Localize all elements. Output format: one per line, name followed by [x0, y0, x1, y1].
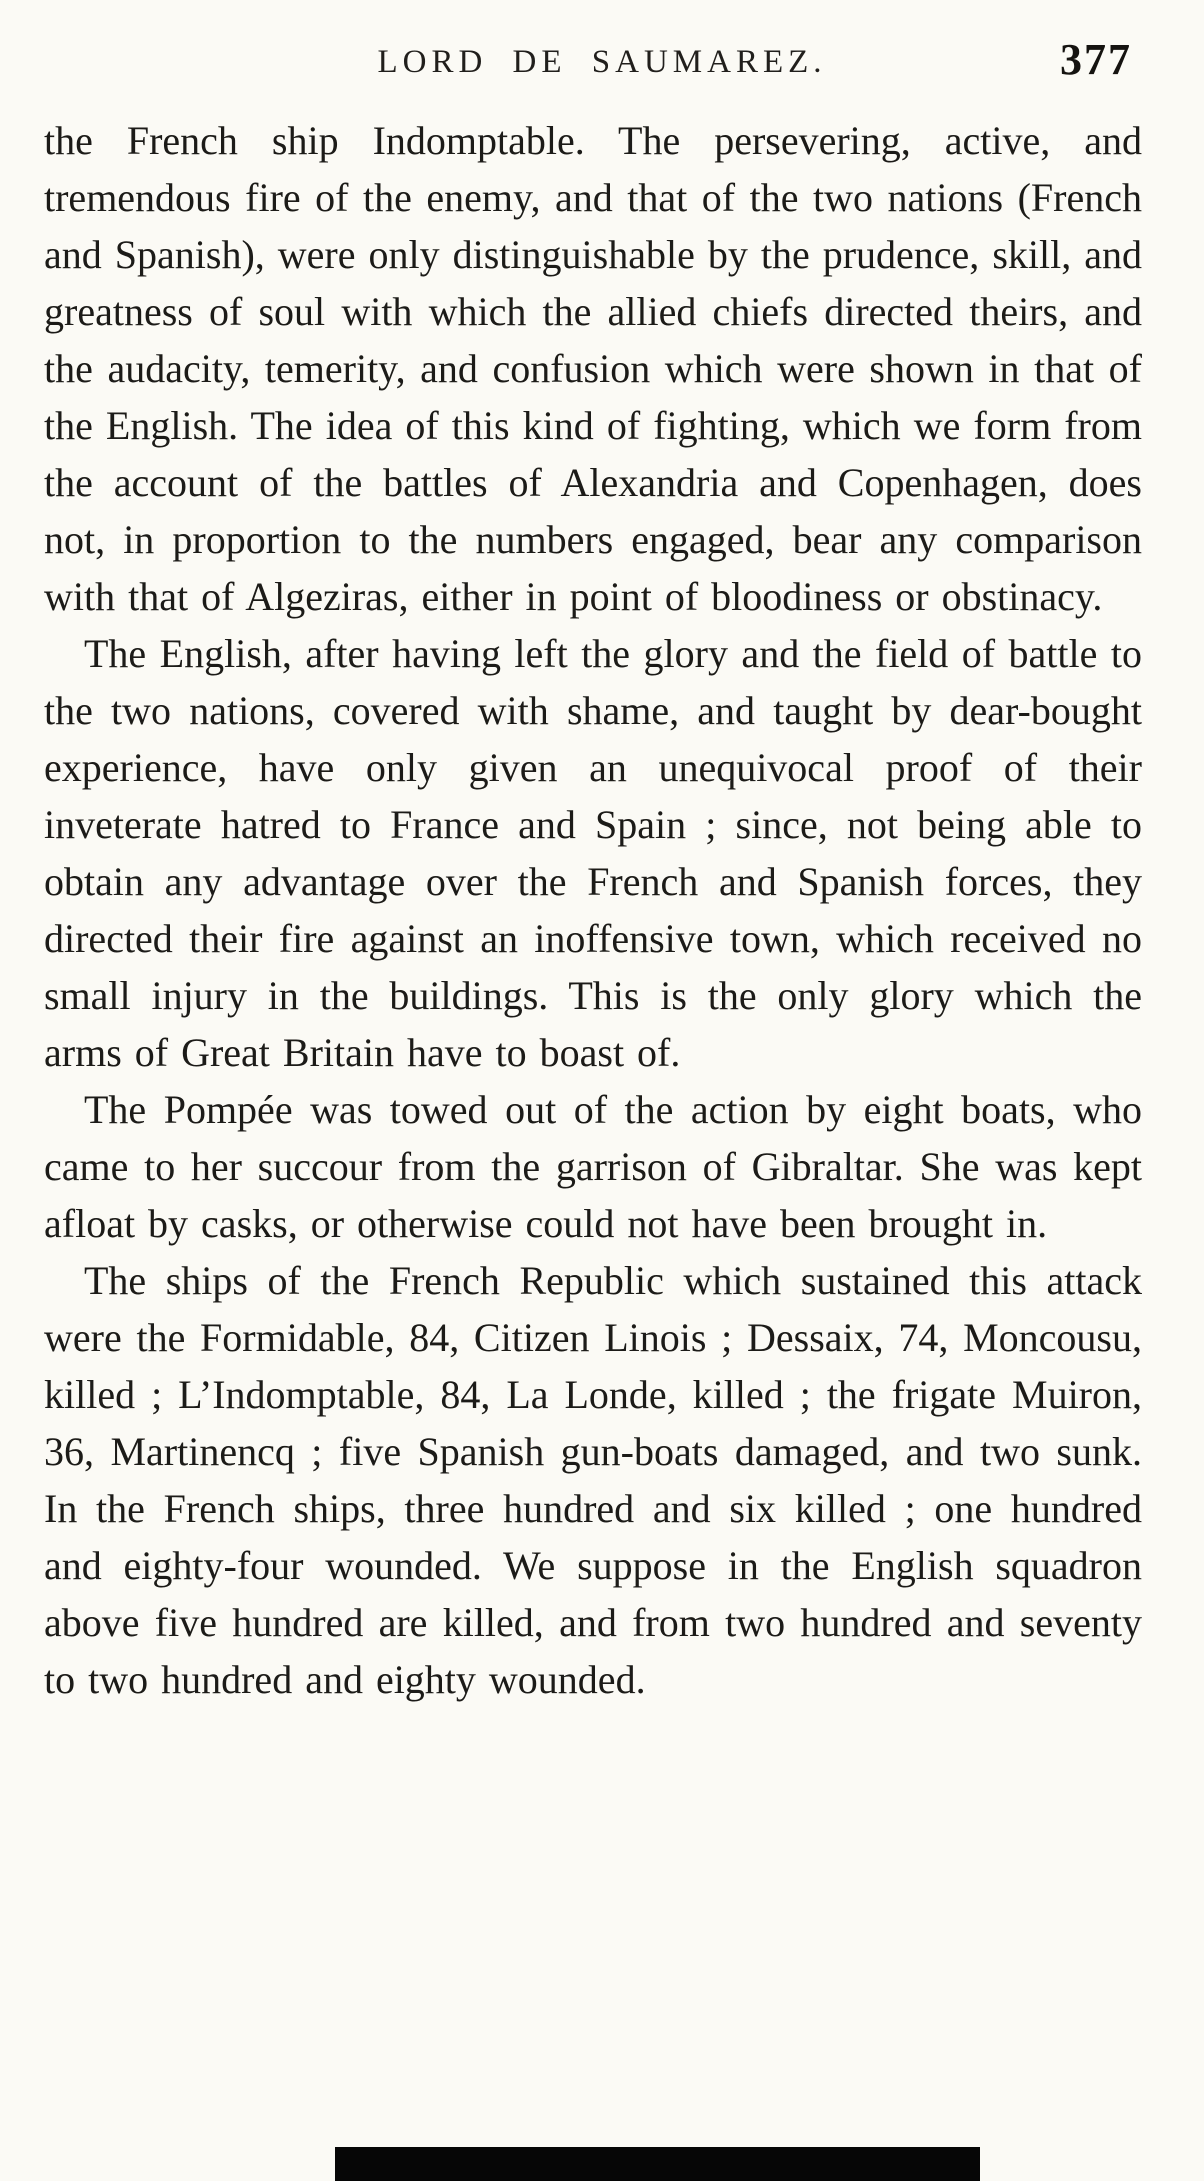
running-header — [0, 0, 1204, 104]
paragraph-2: The English, after having left the glory and the field of battle to the two nations, covered with shame, and taught by dear-bought experience, have only given an unequivocal proof of their inveterate hatred to France and Spain ; since, not being able to obtain any advantage over the French and Spanish forces, they directed their fire against an inoffensive town, which received no small injury in the buildings. This is the only glory which the arms of Great Britain have to boast of. — [44, 631, 1142, 1075]
paragraph-4: The ships of the French Republic which sustained this attack were the Formidable, 84, Citizen Linois ; Dessaix, 74, Moncousu, killed ; L’Indomptable, 84, La Londe, killed ; the frigate Muiron, 36, Martinencq ; five Spanish gun-boats damaged, and two sunk. In the French ships, three hundred and six killed ; one hundred and eighty-four wounded. We suppose in the English squadron above five hundred are killed, and from two hundred and seventy to two hundred and eighty wounded. — [44, 1258, 1142, 1702]
paragraph-3: The Pompée was towed out of the action by eight boats, who came to her succour from the garrison of Gibraltar. She was kept afloat by casks, or otherwise could not have been brought in. — [44, 1087, 1142, 1246]
scan-artifact-bar — [335, 2147, 980, 2181]
page-body — [0, 104, 1204, 1708]
running-header-title: LORD DE SAUMAREZ. — [377, 44, 827, 80]
paragraph-1: the French ship Indomptable. The persevering, active, and tremendous fire of the enemy, and that of the two nations (French and Spanish), were only distinguishable by the prudence, skill, and greatness of soul with which the allied chiefs directed theirs, and the audacity, temerity, and confusion which were shown in that of the English. The idea of this kind of fighting, which we form from the account of the battles of Alexandria and Copenhagen, does not, in proportion to the numbers engaged, bear any comparison with that of Algeziras, either in point of bloodiness or obstinacy. — [44, 118, 1142, 619]
page-number: 377 — [1060, 35, 1132, 84]
